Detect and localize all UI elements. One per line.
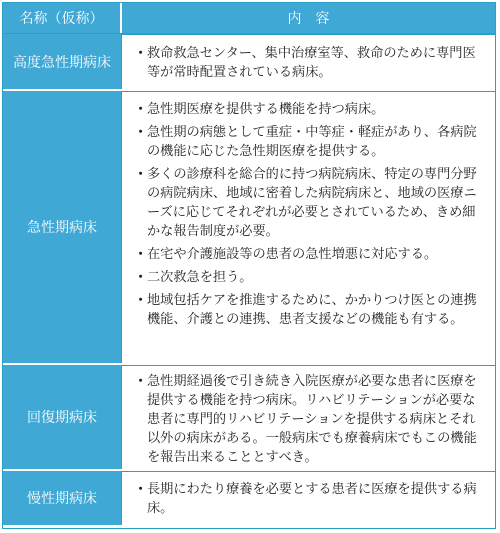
list-item-text: 在宅や介護施設等の患者の急性増悪に対応する。 — [147, 247, 438, 262]
header-name-column: 名称（仮称） — [3, 3, 122, 33]
header-content-column — [122, 3, 495, 33]
bullet-dot: ・ — [134, 102, 148, 117]
row-content-chronic — [122, 471, 495, 525]
list-item-text: 急性期の病態として重症・中等症・軽症があり、各病院の機能に応じた急性期医療を提供する。 — [147, 125, 477, 159]
bullet-dot: ・ — [134, 482, 148, 497]
table-row-recovery — [3, 363, 495, 469]
list-item — [134, 44, 485, 82]
row-name-chronic: 慢性期病床 — [3, 471, 122, 525]
row-name-recovery: 回復期病床 — [3, 365, 122, 469]
list-item — [134, 123, 485, 161]
list-item — [134, 268, 485, 287]
row-content-recovery — [122, 365, 495, 469]
table-row-acute — [3, 89, 495, 363]
list-item-text: 二次救急を担う。 — [147, 270, 253, 285]
bullet-dot: ・ — [134, 167, 148, 182]
bullet-dot: ・ — [134, 46, 148, 61]
header-content-label: 内容 — [287, 11, 344, 27]
list-item — [134, 480, 485, 518]
table-row-high-acute — [3, 34, 495, 89]
list-item — [134, 291, 485, 329]
row-content-high-acute — [122, 34, 495, 89]
bullet-dot: ・ — [134, 270, 148, 285]
row-content-acute — [122, 91, 495, 363]
row-name-high-acute: 高度急性期病床 — [3, 34, 122, 89]
list-item — [134, 100, 485, 119]
bullet-dot: ・ — [134, 247, 148, 262]
bullet-dot: ・ — [134, 374, 148, 389]
bed-function-table — [2, 2, 496, 529]
list-item-text: 急性期医療を提供する機能を持つ病床。 — [147, 102, 385, 117]
list-item — [134, 165, 485, 241]
list-item-text: 救命救急センター、集中治療室等、救命のために専門医等が常時配置されている病床。 — [147, 46, 476, 80]
list-item-text: 多くの診療科を総合的に持つ病院病床、特定の専門分野の病院病床、地域に密着した病院病床と、地域の医療ニーズに応じてそれぞれが必要とされているため、きめ細かな報告制度が必要。 — [147, 167, 477, 239]
list-item-text: 急性期経過後で引き続き入院医療が必要な患者に医療を提供する機能を持つ病床。リハビリテーションが必要な患者に専門的リハビリテーションを提供する病床とそれ以外の病床がある。一般病床でも療養病床でもこの機能を報告出来ることとすべき。 — [147, 374, 477, 465]
list-item-text: 長期にわたり療養を必要とする患者に医療を提供する病床。 — [147, 482, 477, 516]
table-row-chronic — [3, 469, 495, 525]
list-item — [134, 245, 485, 264]
table-header — [3, 3, 495, 34]
row-name-acute: 急性期病床 — [3, 91, 122, 363]
bullet-dot: ・ — [134, 125, 148, 140]
bullet-dot: ・ — [134, 293, 148, 308]
list-item — [134, 372, 485, 467]
list-item-text: 地域包括ケアを推進するために、かかりつけ医との連携機能、介護との連携、患者支援などの機能も有する。 — [147, 293, 477, 327]
